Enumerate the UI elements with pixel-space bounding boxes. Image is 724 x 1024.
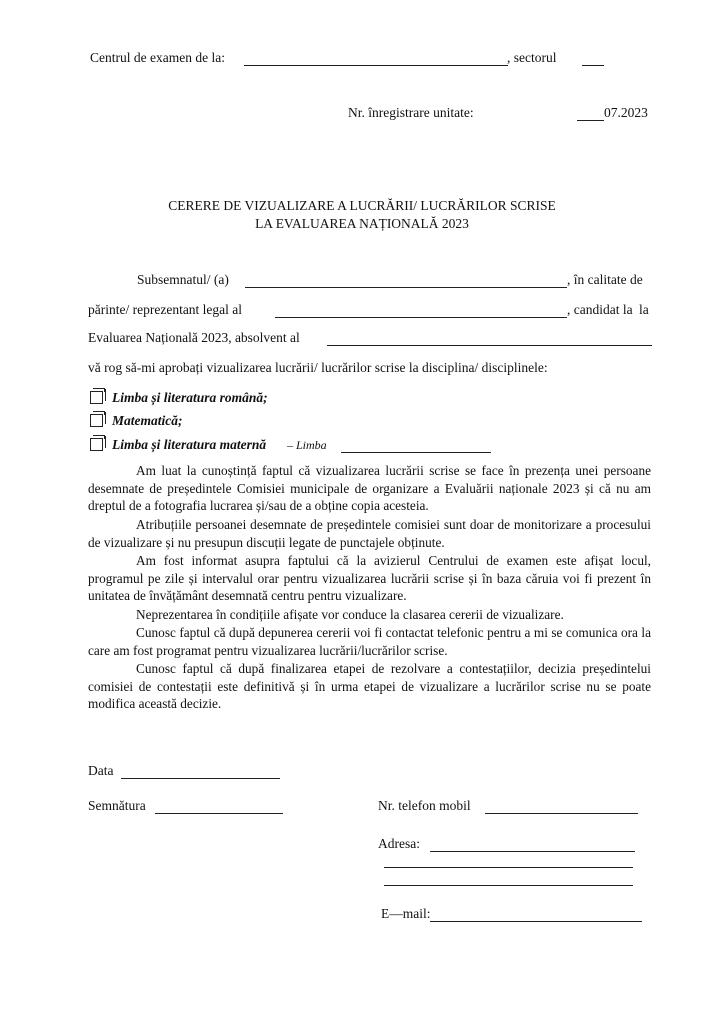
subject-romanian-label: Limba și literatura română; <box>112 390 268 405</box>
address-field-line2[interactable] <box>384 867 633 868</box>
school-name-field[interactable] <box>327 345 652 346</box>
parent-label: părinte/ reprezentant legal al <box>88 302 243 317</box>
candidate-name-field[interactable] <box>275 317 567 318</box>
registration-date: 07.2023 <box>604 105 648 120</box>
request-text: vă rog să-mi aprobați vizualizarea lucrării/ lucrărilor scrise la disciplina/ disciplinele: <box>88 360 548 375</box>
address-label: Adresa: <box>378 836 420 851</box>
undersigned-label: Subsemnatul/ (a) <box>137 272 229 287</box>
document-title-line2: LA EVALUAREA NAȚIONALĂ 2023 <box>255 216 469 231</box>
candidate-label: , candidat la <box>567 302 633 317</box>
language-label: – Limba <box>287 438 327 452</box>
email-label: E—mail: <box>381 906 431 921</box>
checkbox-mother-tongue[interactable] <box>90 438 103 451</box>
paragraph-schedule: Am fost informat asupra faptului că la avizierul Centrului de examen este afișat locul, programul pe zile și intervalul orar pentru vizualizarea lucrării scrise și în baza căruia voi fi prezent în unitatea de învățământ desemnată centru pentru vizualizare. <box>88 553 651 603</box>
registration-number-field[interactable] <box>577 120 604 121</box>
document-title-line1: CERERE DE VIZUALIZARE A LUCRĂRII/ LUCRĂRILOR SCRISE <box>168 198 556 213</box>
paragraph-duties: Atribuțiile persoanei desemnate de președintele comisiei sunt doar de monitorizare a procesului de vizualizare și nu presupun discuții legate de punctajele obținute. <box>88 517 651 550</box>
email-field[interactable] <box>430 921 642 922</box>
subject-math-label: Matematică; <box>112 413 183 428</box>
paragraph-final-decision: Cunosc faptul că după finalizarea etapei de rezolvare a contestațiilor, decizia președintelui comisiei de contestații este definitivă și în urma etapei de vizualizare a lucrărilor scrise nu se poate modifica această decizie. <box>88 661 651 711</box>
date-field[interactable] <box>121 778 280 779</box>
language-field[interactable] <box>341 452 491 453</box>
address-field-line3[interactable] <box>384 885 633 886</box>
sector-label: , sectorul <box>507 50 557 65</box>
graduate-label: Evaluarea Națională 2023, absolvent al <box>88 330 300 345</box>
exam-center-label: Centrul de examen de la: <box>90 50 225 65</box>
sector-field[interactable] <box>582 65 604 66</box>
paragraph-presence: Am luat la cunoștință faptul că vizualizarea lucrării scrise se face în prezența unei persoane desemnate de președintele Comisiei municipale de organizare a Evaluării naționale 2023 și că nu am dreptul de a fotografia lucrarea și/sau de a obține copia acesteia. <box>88 463 651 513</box>
phone-label: Nr. telefon mobil <box>378 798 471 813</box>
exam-center-field[interactable] <box>244 65 508 66</box>
registration-label: Nr. înregistrare unitate: <box>348 105 474 120</box>
date-label: Data <box>88 763 114 778</box>
subject-mother-tongue-label: Limba și literatura maternă <box>112 437 267 452</box>
paragraph-absence: Neprezentarea în condițiile afișate vor conduce la clasarea cererii de vizualizare. <box>136 607 564 622</box>
undersigned-name-field[interactable] <box>245 287 567 288</box>
signature-label: Semnătura <box>88 798 146 813</box>
signature-field[interactable] <box>155 813 283 814</box>
as-label: , în calitate de <box>567 272 643 287</box>
phone-field[interactable] <box>485 813 638 814</box>
checkbox-romanian[interactable] <box>90 391 103 404</box>
checkbox-math[interactable] <box>90 414 103 427</box>
paragraph-phone-contact: Cunosc faptul că după depunerea cererii voi fi contactat telefonic pentru a mi se comunica ora la care am fost programat pentru vizualizarea lucrării/lucrărilor scrise. <box>88 625 651 658</box>
address-field-line1[interactable] <box>430 851 635 852</box>
